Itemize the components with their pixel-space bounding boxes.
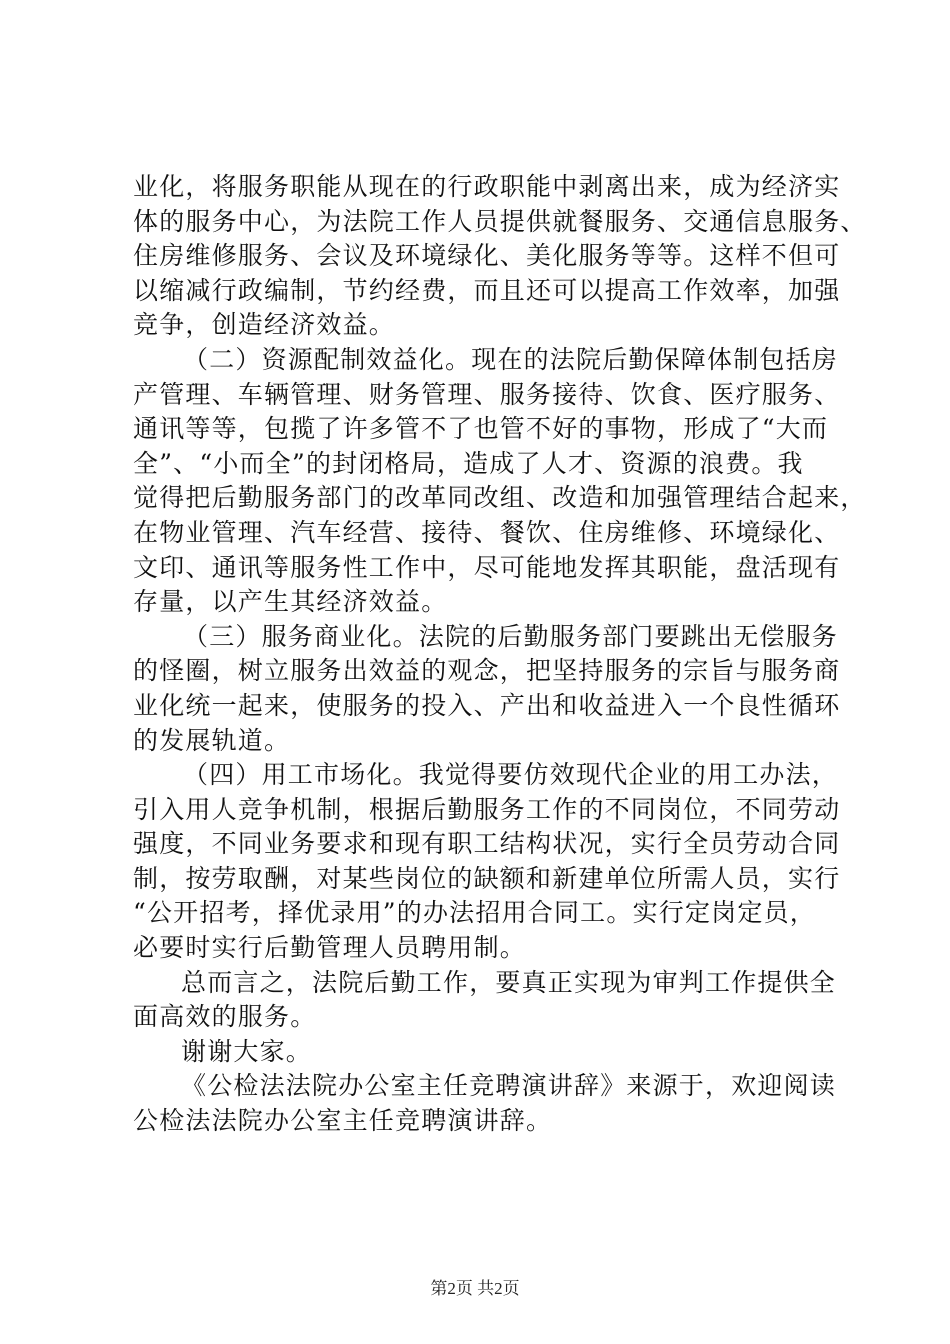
text-line: 体的服务中心，为法院工作人员提供就餐服务、交通信息服务、 (133, 206, 867, 236)
text-line: 通讯等等，包揽了许多管不了也管不好的事物，形成了“大而 (133, 414, 829, 444)
text-line: （三）服务商业化。法院的后勤服务部门要跳出无偿服务 (183, 621, 839, 651)
text-line: 必要时实行后勤管理人员聘用制。 (133, 933, 527, 963)
text-line: 全”、“小而全”的封闭格局，造成了人才、资源的浪费。我 (133, 448, 804, 478)
text-line: 觉得把后勤服务部门的改革同改组、改造和加强管理结合起来， (133, 483, 867, 513)
document-body (133, 170, 867, 1139)
text-line: 总而言之，法院后勤工作，要真正实现为审判工作提供全 (181, 967, 837, 997)
text-line: （四）用工市场化。我觉得要仿效现代企业的用工办法， (183, 760, 839, 790)
text-line: 业化统一起来，使服务的投入、产出和收益进入一个良性循环 (133, 690, 841, 720)
text-line: 《公检法法院办公室主任竞聘演讲辞》来源于，欢迎阅读 (181, 1071, 837, 1101)
text-line: 以缩减行政编制，节约经费，而且还可以提高工作效率，加强 (133, 275, 841, 305)
text-line: （二）资源配制效益化。现在的法院后勤保障体制包括房 (183, 344, 839, 374)
text-line: 在物业管理、汽车经营、接待、餐饮、住房维修、环境绿化、 (133, 517, 841, 547)
text-line: 引入用人竞争机制，根据后勤服务工作的不同岗位，不同劳动 (133, 794, 841, 824)
text-line: 的发展轨道。 (133, 725, 291, 755)
text-line: “公开招考，择优录用”的办法招用合同工。实行定岗定员， (133, 898, 816, 928)
text-line: 存量，以产生其经济效益。 (133, 587, 448, 617)
text-line: 的怪圈，树立服务出效益的观念，把坚持服务的宗旨与服务商 (133, 656, 841, 686)
text-line: 竞争，创造经济效益。 (133, 310, 396, 340)
text-line: 面高效的服务。 (133, 1002, 317, 1032)
text-line: 强度，不同业务要求和现有职工结构状况，实行全员劳动合同 (133, 829, 841, 859)
page-footer: 第2页 共2页 (430, 1279, 520, 1298)
text-line: 公检法法院办公室主任竞聘演讲辞。 (133, 1106, 553, 1136)
text-line: 文印、通讯等服务性工作中，尽可能地发挥其职能，盘活现有 (133, 552, 841, 582)
text-line: 住房维修服务、会议及环境绿化、美化服务等等。这样不但可 (133, 241, 841, 271)
text-line: 业化，将服务职能从现在的行政职能中剥离出来，成为经济实 (133, 172, 841, 201)
text-line: 制，按劳取酬，对某些岗位的缺额和新建单位所需人员，实行 (133, 863, 841, 893)
text-line: 谢谢大家。 (181, 1036, 313, 1066)
text-line: 产管理、车辆管理、财务管理、服务接待、饮食、医疗服务、 (133, 379, 841, 409)
